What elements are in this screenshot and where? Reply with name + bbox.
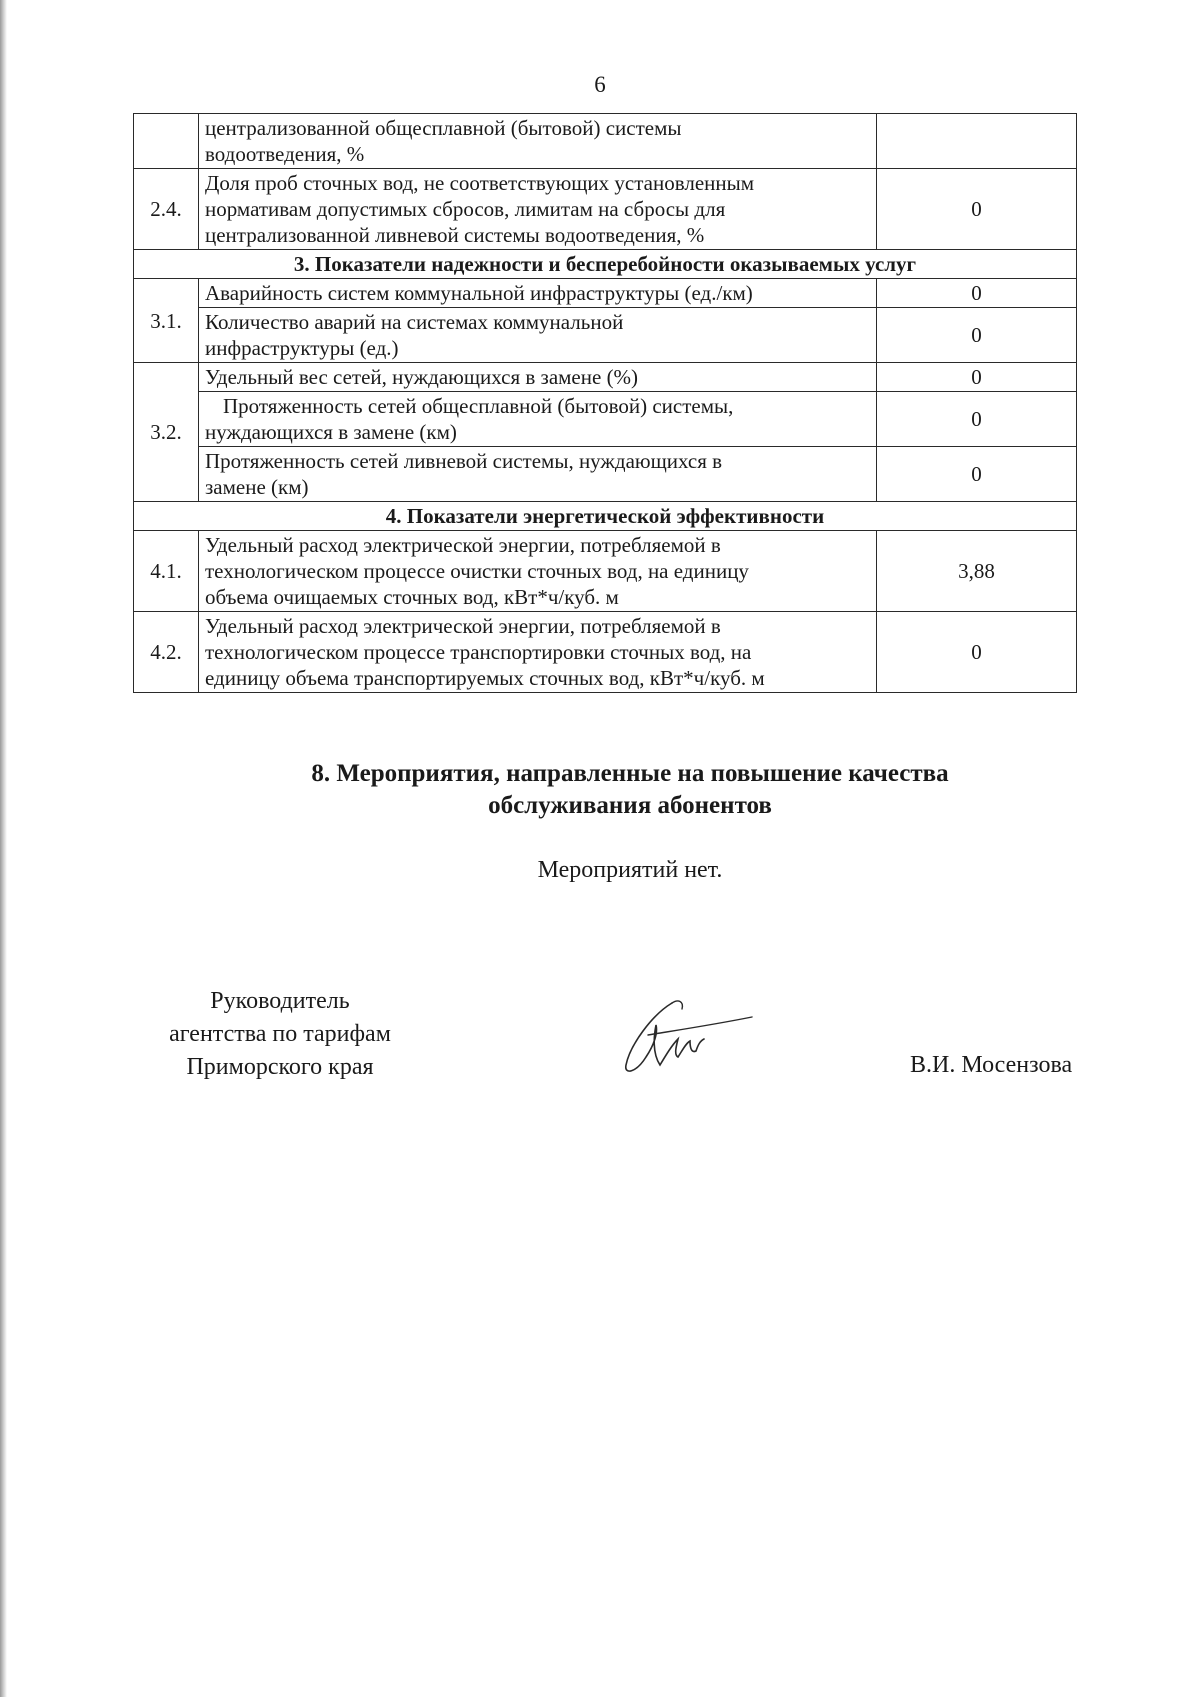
row-value-cell: 0	[877, 279, 1077, 308]
row-value-cell: 0	[877, 392, 1077, 447]
row-number-cell: 4.1.	[134, 531, 199, 612]
row-number-cell: 3.1.	[134, 279, 199, 363]
table-row-3-1b	[134, 308, 1077, 363]
table-row-2-4	[134, 169, 1077, 250]
signatory-position: Руководитель агентства по тарифам Приморского края	[169, 988, 391, 1080]
row-description-cell: Количество аварий на системах коммунальной инфраструктуры (ед.)	[199, 308, 877, 363]
row-number-cell	[134, 114, 199, 169]
row-value-cell: 0	[877, 447, 1077, 502]
row-description-cell: Протяженность сетей общесплавной (бытовой) системы, нуждающихся в замене (км)	[199, 392, 877, 447]
section-8-heading: 8. Мероприятия, направленные на повышение качества обслуживания абонентов	[311, 760, 949, 819]
row-value-cell: 0	[877, 363, 1077, 392]
row-value-cell	[877, 114, 1077, 169]
row-number-cell: 3.2.	[134, 363, 199, 502]
table-row-4-2	[134, 612, 1077, 693]
indicators-table	[133, 113, 1077, 693]
row-description-cell: Аварийность систем коммунальной инфраструктуры (ед./км)	[199, 279, 877, 308]
handwritten-signature	[612, 995, 762, 1085]
row-description-cell: Доля проб сточных вод, не соответствующих установленным нормативам допустимых сбросов, лимитам на сбросы для централизованной ливневой системы водоотведения, %	[199, 169, 877, 250]
section-3-header-row	[134, 250, 1077, 279]
section-4-title: 4. Показатели энергетической эффективности	[134, 502, 1077, 531]
table-row-continuation	[134, 114, 1077, 169]
row-description-cell: Удельный расход электрической энергии, потребляемой в технологическом процессе транспортировки сточных вод, на единицу объема транспортируемых сточных вод, кВт*ч/куб. м	[199, 612, 877, 693]
row-description-cell: Протяженность сетей ливневой системы, нуждающихся в замене (км)	[199, 447, 877, 502]
row-number-cell: 4.2.	[134, 612, 199, 693]
section-3-title: 3. Показатели надежности и бесперебойности оказываемых услуг	[134, 250, 1077, 279]
section-4-header-row	[134, 502, 1077, 531]
row-description-cell: Удельный вес сетей, нуждающихся в замене (%)	[199, 363, 877, 392]
table-row-3-2c	[134, 447, 1077, 502]
row-value-cell: 0	[877, 612, 1077, 693]
scan-edge	[0, 0, 7, 1697]
table-row-3-2a	[134, 363, 1077, 392]
table-row-4-1	[134, 531, 1077, 612]
row-value-cell: 0	[877, 169, 1077, 250]
row-value-cell: 3,88	[877, 531, 1077, 612]
row-description-cell: централизованной общесплавной (бытовой) системы водоотведения, %	[199, 114, 877, 169]
row-description-cell: Удельный расход электрической энергии, потребляемой в технологическом процессе очистки сточных вод, на единицу объема очищаемых сточных вод, кВт*ч/куб. м	[199, 531, 877, 612]
signatory-name: В.И. Мосензова	[910, 1052, 1073, 1078]
row-number-cell: 2.4.	[134, 169, 199, 250]
row-value-cell: 0	[877, 308, 1077, 363]
page-number: 6	[594, 72, 606, 97]
table-row-3-2b	[134, 392, 1077, 447]
section-8-text: Мероприятий нет.	[537, 857, 723, 883]
table-row-3-1a	[134, 279, 1077, 308]
